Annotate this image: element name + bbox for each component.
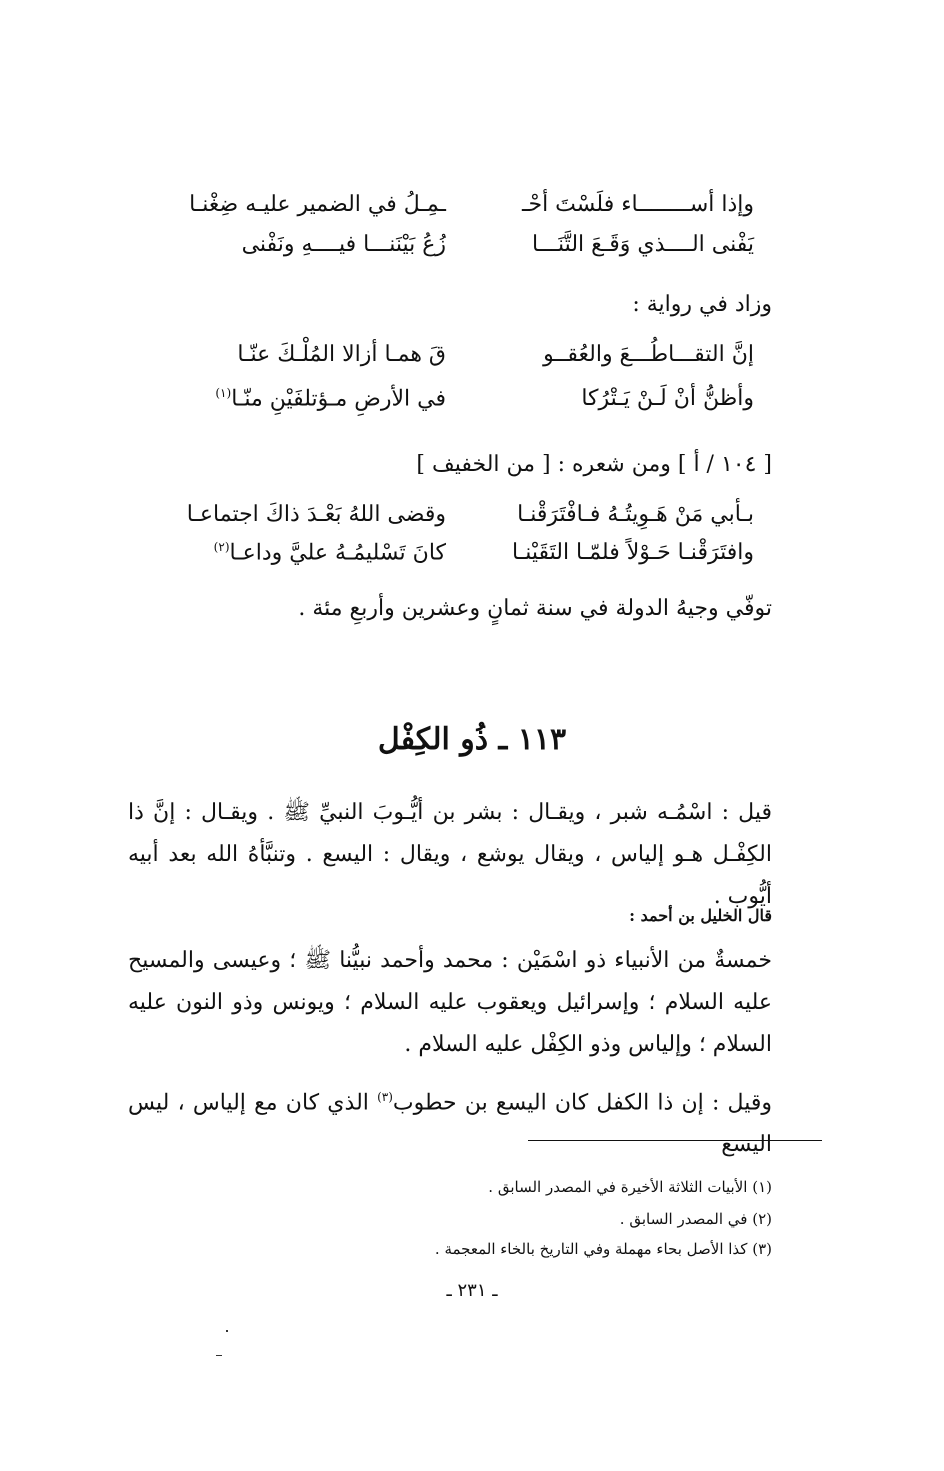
verse-3-hemistich-2: قَ همـا أزالا المُلْـكَ عنّـا [237,342,446,367]
paragraph-1: قيل : اسْمُـه شبر ، ويقـال : بشر بن أيُّـوبَ النبيِّ ﷺ . ويقـال : إنَّ ذا الكِفْـل هـو إلياس ، ويقال يوشع ، ويقال : اليسع . وتنبَّأهُ الله بعد أبيه أيُّوب . [128,800,772,909]
verse-3-hemistich-1: إنَّ التقـــاطُـــعَ والعُقــو [543,342,754,367]
paragraph-3-end: الذي كان مع إلياس ، ليس اليسع [128,1090,772,1158]
page-number: ـ ٢٣١ ـ [446,1280,498,1301]
verse-6-text: كانَ تَسْليمُـهُ عليَّ وداعـا [229,540,446,566]
verse-5-hemistich-2: وقضى اللهُ بَعْـدَ ذاكَ اجتماعـا [186,502,446,527]
section-title: ١١٣ ـ ذُو الكِفْل [377,722,567,757]
khafif-intro: [ ١٠٤ / أ ] ومن شعره : [ من الخفيف ] [416,452,772,477]
footnote-ref-3: (٣) [377,1090,393,1104]
verse-4-hemistich-1: وأظنُّ أنْ لَـنْ يَـتْرُكا [581,386,754,411]
footnote-3: (٣) كذا الأصل بحاء مهملة وفي التاريخ بالخاء المعجمة . [434,1240,772,1258]
paragraph-3 [128,1076,772,1166]
paragraph-3-start: وقيل : إن ذا الكفل كان اليسع بن حطوب [392,1090,772,1116]
verse-6-hemistich-1: وافتَرَقْنـا حَـوْلاً فلمّـا التَقَيْنـا [512,540,754,565]
verse-6-hemistich-2 [214,540,446,565]
riwaya-intro: وزاد في رواية : [632,292,772,317]
verse-4-hemistich-2 [215,386,446,411]
footnote-separator [528,1140,822,1141]
footnote-2: (٢) في المصدر السابق . [619,1210,772,1228]
verse-1-hemistich-1: وإذا أســــــــاء فلَسْتَ أحْـ [522,192,754,217]
paragraph-2: خمسةٌ من الأنبياء ذو اسْمَيْن : محمد وأحمد نبيُّنا ﷺ ؛ وعيسى والمسيح عليه السلام ؛ وإسرائيل ويعقوب عليه السلام ؛ ويونس وذو النون عليه السلام ؛ وإلياس وذو الكِفْل عليه السلام . [128,948,772,1057]
footnote-ref-1: (١) [215,386,232,400]
death-line: توفّي وجيهُ الدولة في سنة ثمانٍ وعشرين وأربعِ مئة . [298,596,772,621]
scan-speck [216,1355,222,1356]
footnote-ref-2: (٢) [213,540,230,554]
verse-4-text: في الأرضِ مـؤتلفَيْنِ منّـا [231,386,446,412]
verse-2-hemistich-1: يَفْنى الــــذي وَقَـعَ التَّنَـــا [532,232,754,257]
verse-1-hemistich-2: ـمِـلُ في الضمير عليـه ضِغْنـا [189,192,446,217]
verse-2-hemistich-2: زُعُ بَيْنَنـــا فيــــهِ ونَفْنى [241,232,446,257]
khalil-label: قال الخليل بن أحمد : [629,906,772,925]
verse-5-hemistich-1: بـأبي مَنْ هَـوِيتُـهُ فـافْتَرَقْنـا [517,502,754,527]
footnote-1: (١) الأبيات الثلاثة الأخيرة في المصدر السابق . [488,1178,772,1196]
scan-speck [226,1330,228,1332]
